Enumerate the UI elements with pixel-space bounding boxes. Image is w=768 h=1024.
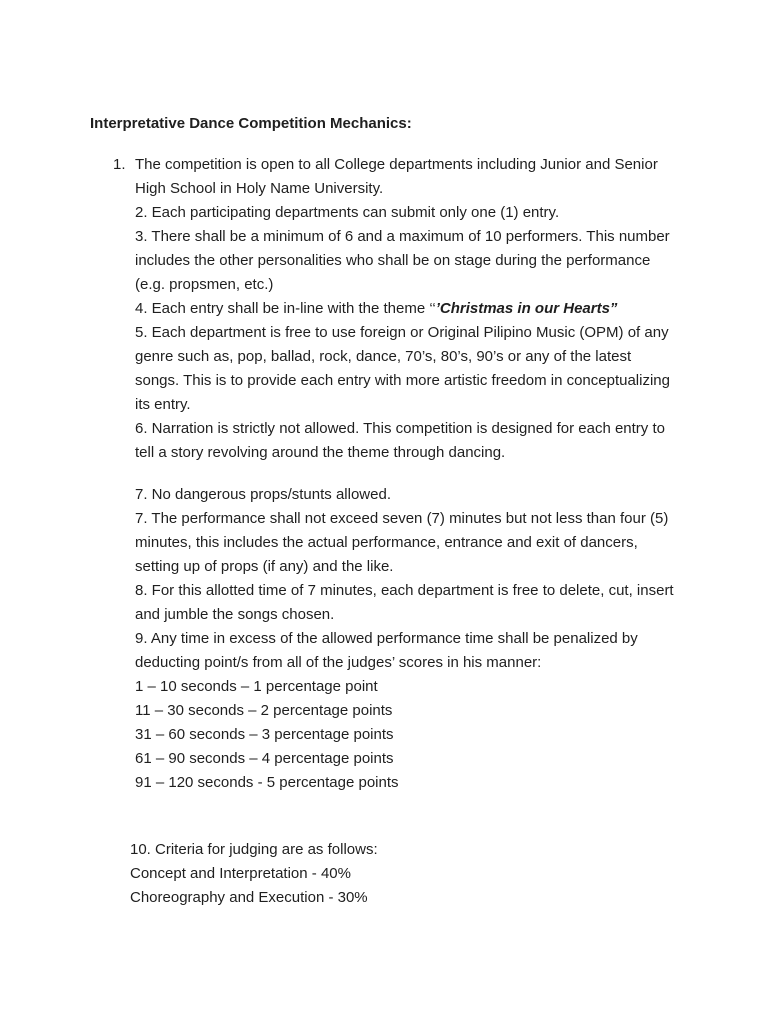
rule-line: its entry. xyxy=(135,396,191,413)
penalty-line: 91 – 120 seconds - 5 percentage points xyxy=(135,774,399,791)
rule-line: (e.g. propsmen, etc.) xyxy=(135,276,274,293)
rule-line: High School in Holy Name University. xyxy=(135,180,384,197)
penalty-line: 31 – 60 seconds – 3 percentage points xyxy=(135,726,394,743)
penalty-line: 11 – 30 seconds – 2 percentage points xyxy=(135,702,393,719)
criteria-line: Concept and Interpretation - 40% xyxy=(130,865,351,882)
rule-line: 2. Each participating departments can submit only one (1) entry. xyxy=(135,204,560,221)
rule-line: includes the other personalities who shall be on stage during the performance xyxy=(135,252,651,269)
rule-line: The competition is open to all College departments including Junior and Senior xyxy=(135,156,658,173)
rule-line: genre such as, pop, ballad, rock, dance, 70’s, 80’s, 90’s or any of the latest xyxy=(135,348,632,365)
list-number: 1. xyxy=(113,156,126,173)
rule-line: tell a story revolving around the theme through dancing. xyxy=(135,444,506,461)
rules-group-1 xyxy=(135,153,695,465)
theme-rule-line xyxy=(135,297,695,321)
rule-line: setting up of props (if any) and the like. xyxy=(135,558,394,575)
theme-rule-prefix: 4. Each entry shall be in-line with the theme ‘‘ xyxy=(135,300,436,317)
rule-line: songs. This is to provide each entry with more artistic freedom in conceptualizing xyxy=(135,372,670,389)
rule-line: 3. There shall be a minimum of 6 and a maximum of 10 performers. This number xyxy=(135,228,670,245)
criteria-heading: 10. Criteria for judging are as follows: xyxy=(130,841,378,858)
rule-line: minutes, this includes the actual performance, entrance and exit of dancers, xyxy=(135,534,638,551)
theme-name: ’Christmas in our Hearts” xyxy=(435,300,618,317)
rule-line: 8. For this allotted time of 7 minutes, each department is free to delete, cut, insert xyxy=(135,582,674,599)
judging-criteria xyxy=(130,838,690,910)
document-title: Interpretative Dance Competition Mechanics: xyxy=(90,115,412,132)
rule-line: 7. No dangerous props/stunts allowed. xyxy=(135,486,391,503)
rule-line: 9. Any time in excess of the allowed performance time shall be penalized by xyxy=(135,630,638,647)
rule-line: 7. The performance shall not exceed seven (7) minutes but not less than four (5) xyxy=(135,510,669,527)
penalty-line: 61 – 90 seconds – 4 percentage points xyxy=(135,750,394,767)
rule-line: 6. Narration is strictly not allowed. This competition is designed for each entry to xyxy=(135,420,665,437)
penalty-line: 1 – 10 seconds – 1 percentage point xyxy=(135,678,378,695)
rule-line: deducting point/s from all of the judges’ scores in his manner: xyxy=(135,654,542,671)
rule-line: 5. Each department is free to use foreign or Original Pilipino Music (OPM) of any xyxy=(135,324,669,341)
rules-group-3 xyxy=(135,483,695,795)
criteria-line: Choreography and Execution - 30% xyxy=(130,889,368,906)
rule-line: and jumble the songs chosen. xyxy=(135,606,335,623)
